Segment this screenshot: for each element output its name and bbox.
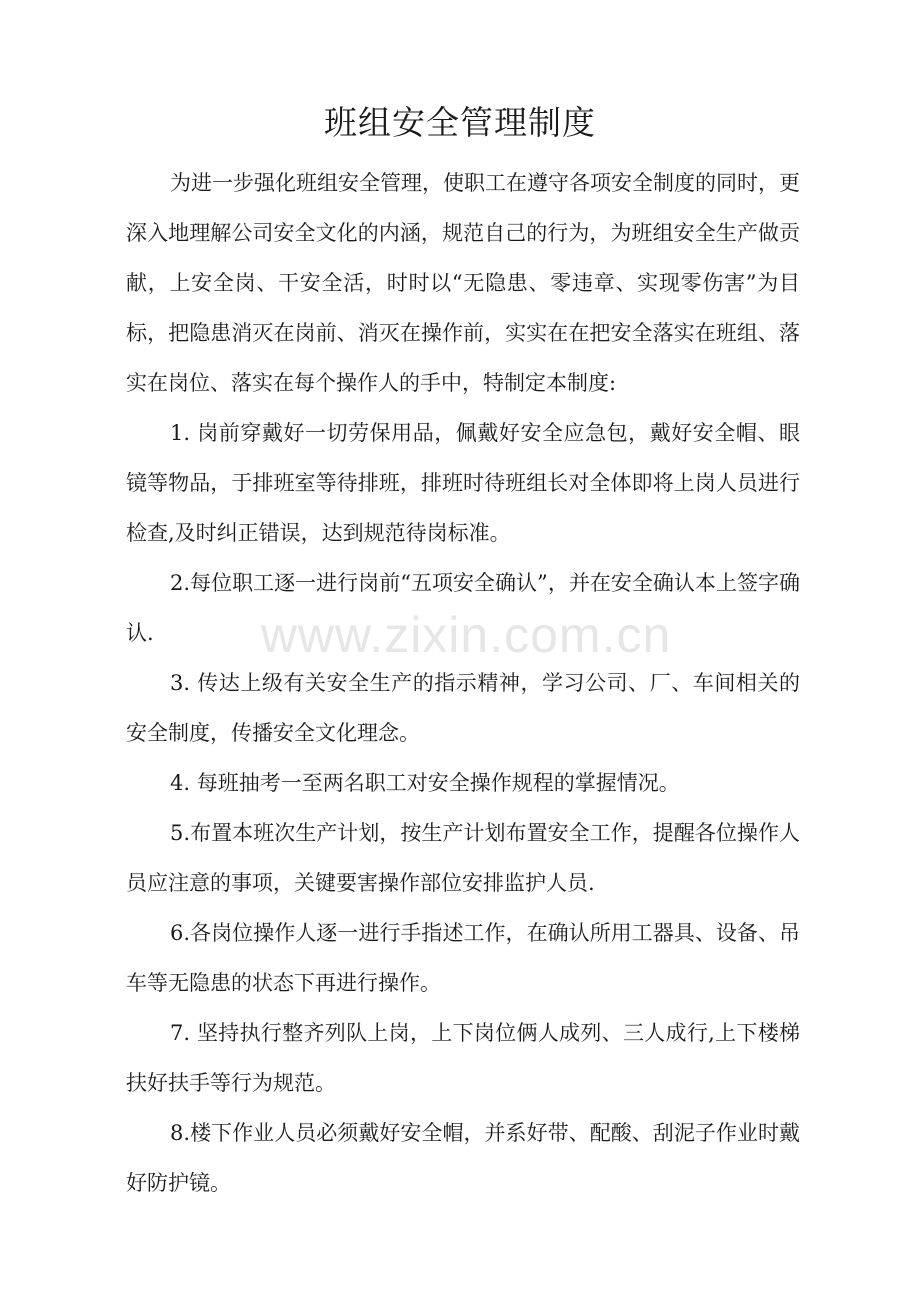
rule-item-4: 4. 每班抽考一至两名职工对安全操作规程的掌握情况。 <box>170 771 680 795</box>
rule-item-6: 6.各岗位操作人逐一进行手指述工作，在确认所用工器具、设备、吊车等无隐患的状态下再进行操作。 <box>126 921 800 995</box>
watermark: www.zixin.com.cn <box>260 607 672 663</box>
document-title: 班组安全管理制度 <box>324 103 596 142</box>
rule-item-5: 5.布置本班次生产计划，按生产计划布置安全工作，提醒各位操作人员应注意的事项，关键要害操作部位安排监护人员. <box>126 821 800 895</box>
intro-paragraph: 为进一步强化班组安全管理，使职工在遵守各项安全制度的同时，更深入地理解公司安全文化的内涵，规范自己的行为，为班组安全生产做贡献，上安全岗、干安全活，时时以“无隐患、零违章、实现零伤害”为目标，把隐患消灭在岗前、消灭在操作前，实实在在把安全落实在班组、落实在岗位、落实在每个操作人的手中，特制定本制度: <box>126 171 800 395</box>
rule-item-2: 2.每位职工逐一进行岗前“五项安全确认”，并在安全确认本上签字确认. <box>126 571 800 645</box>
rule-item-7: 7. 坚持执行整齐列队上岗，上下岗位俩人成列、三人成行,上下楼梯扶好扶手等行为规范。 <box>126 1021 800 1095</box>
rule-item-3: 3. 传达上级有关安全生产的指示精神，学习公司、厂、车间相关的安全制度，传播安全文化理念。 <box>126 671 800 745</box>
rule-item-8: 8.楼下作业人员必须戴好安全帽，并系好带、配酸、刮泥子作业时戴好防护镜。 <box>126 1121 800 1195</box>
document-body <box>126 158 800 1208</box>
rule-item-1: 1. 岗前穿戴好一切劳保用品，佩戴好安全应急包，戴好安全帽、眼镜等物品，于排班室等待排班，排班时待班组长对全体即将上岗人员进行检查,及时纠正错误，达到规范待岗标准。 <box>126 421 800 545</box>
